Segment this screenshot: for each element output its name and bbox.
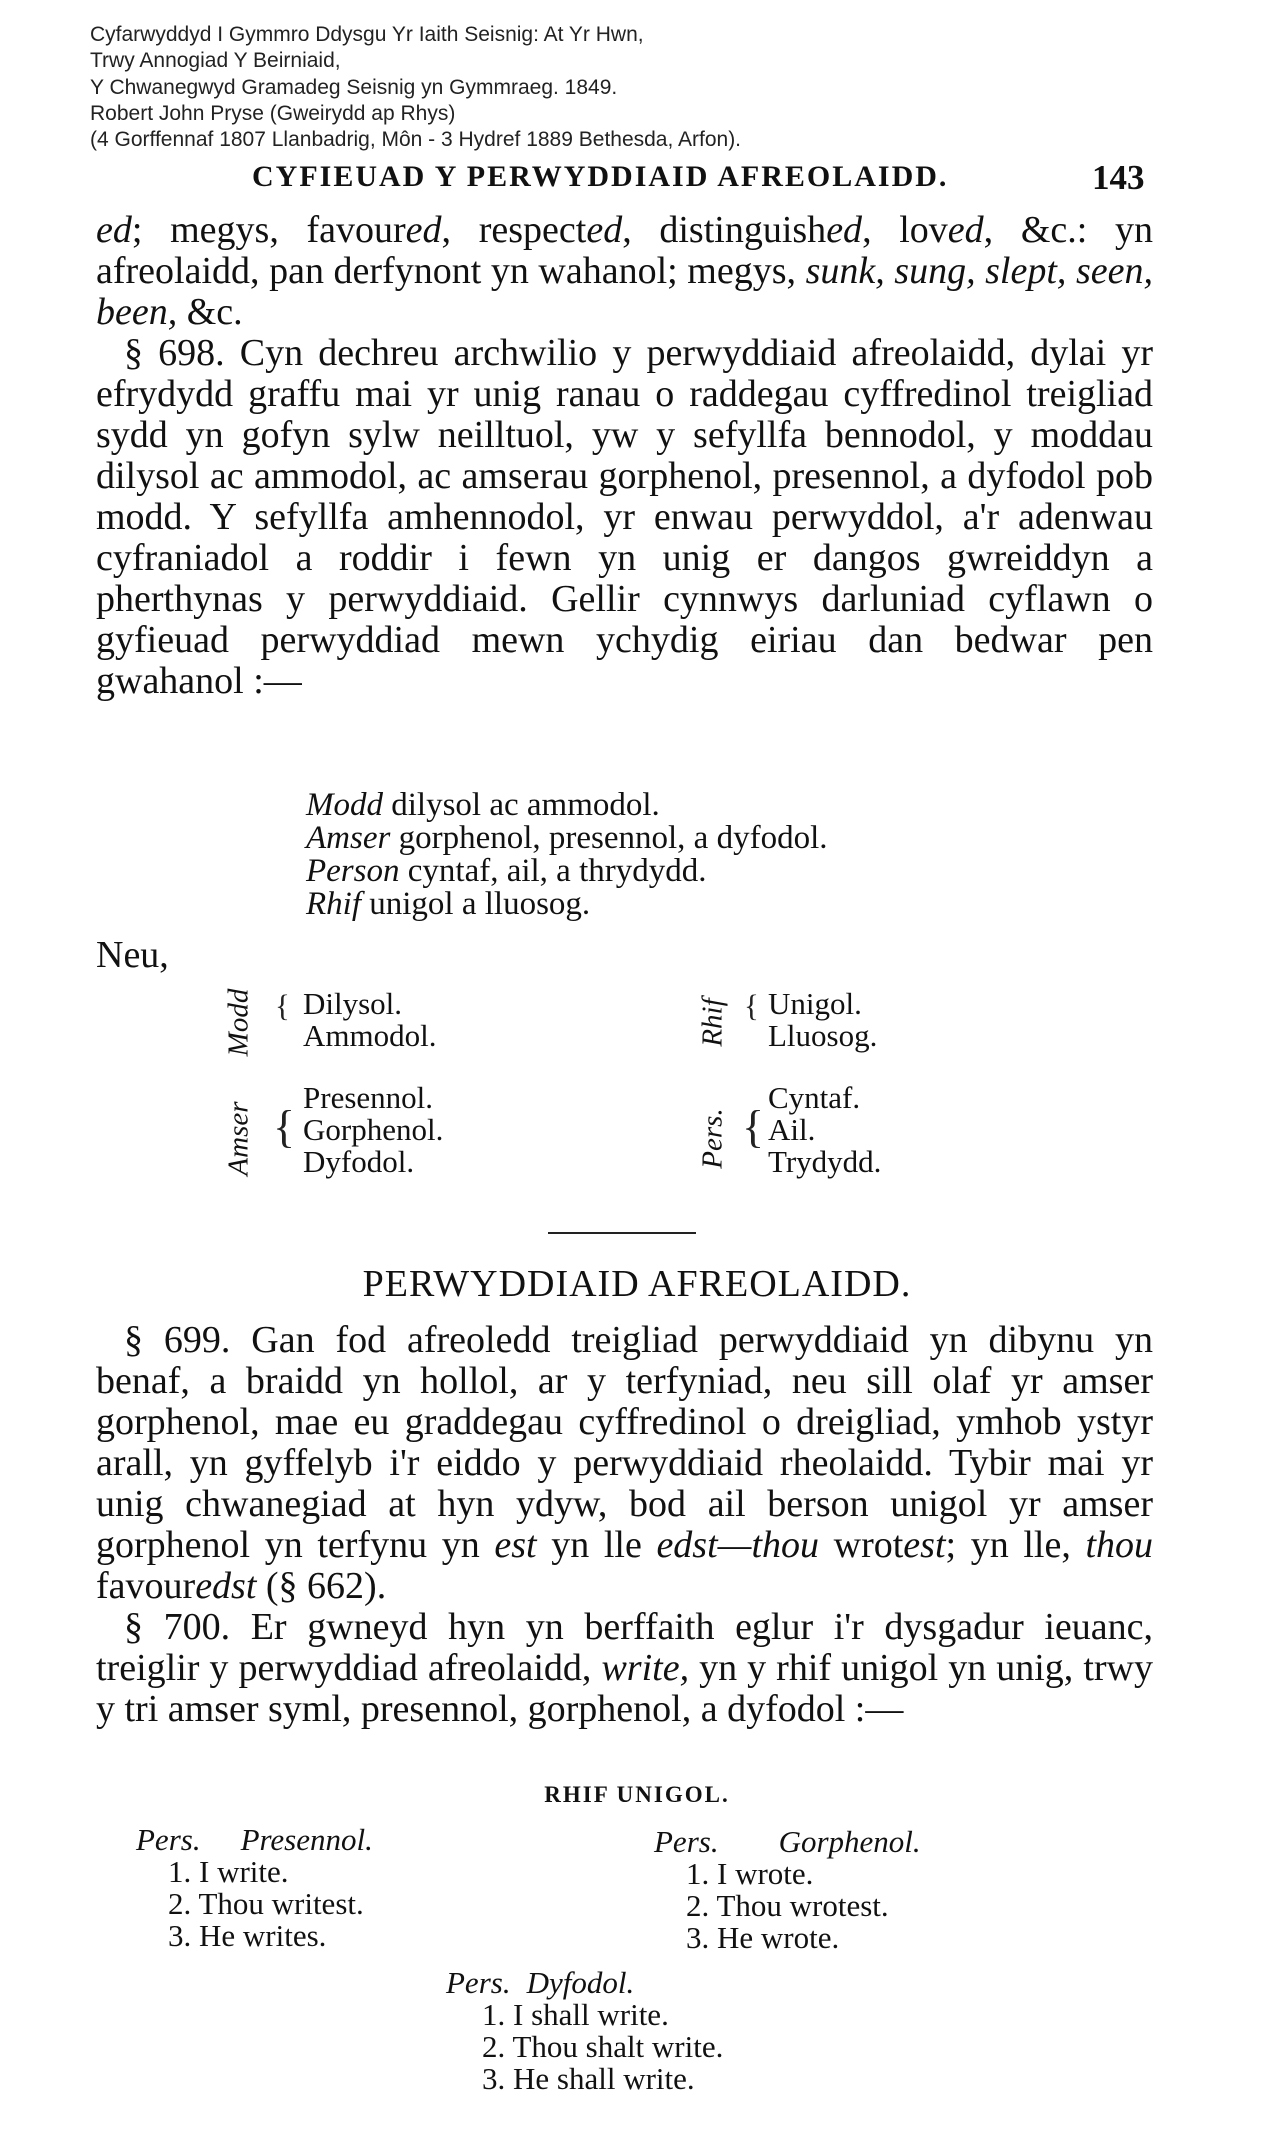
table-header: Pers. Dyfodol.	[446, 1965, 635, 2000]
list-item: Dyfodol.	[303, 1144, 415, 1179]
rotated-label-pers: Pers.	[696, 1108, 729, 1169]
summary-item: Amser gorphenol, presennol, a dyfodol.	[306, 820, 828, 856]
table-row: 3. He shall write.	[482, 2061, 695, 2096]
table-header: Pers. Gorphenol.	[654, 1824, 921, 1859]
list-item: Cyntaf.	[768, 1080, 861, 1115]
summary-item: Person cyntaf, ail, a thrydydd.	[306, 853, 707, 889]
table-header: Pers. Presennol.	[136, 1822, 373, 1857]
rhif-unigol-heading: RHIF UNIGOL.	[544, 1782, 730, 1807]
summary-item: Modd dilysol ac ammodol.	[306, 787, 660, 823]
text-block-2	[96, 1320, 1153, 1730]
modd-list	[303, 988, 436, 1052]
table-row: 1. I shall write.	[482, 1997, 669, 2032]
paragraph-698: § 698. Cyn dechreu archwilio y perwyddiaid afreolaidd, dylai yr efrydydd graffu mai yr unig ranau o raddegau cyffredinol treigliad sydd yn gofyn sylw neilltuol, yw y sefyllfa bennodol, y moddau dilysol ac ammodol, ac amserau gorphenol, presennol, a dyfodol pob modd. Y sefyllfa amhennodol, yr enwau perwyddol, a'r adenwau cyfraniadol a roddir i fewn yn unig er dangos gwreiddyn a pherthynas y perwyddiaid. Gellir cynnwys darluniad cyflawn o gyfieuad perwyddiad mewn ychydig eiriau dan bedwar pen gwahanol :—	[96, 332, 1153, 702]
page-number: 143	[1092, 158, 1145, 197]
table-row: 2. Thou shalt write.	[482, 2029, 724, 2064]
header-line-4: Robert John Pryse (Gweirydd ap Rhys)	[90, 102, 456, 125]
section-heading: PERWYDDIAID AFREOLAIDD.	[362, 1263, 912, 1305]
header-line-2: Trwy Annogiad Y Beirniaid,	[90, 49, 341, 72]
table-row: 1. I write.	[168, 1854, 289, 1889]
running-head: CYFIEUAD Y PERWYDDIAID AFREOLAIDD.	[252, 160, 949, 193]
text-block-1	[96, 210, 1153, 702]
dyfodol-table	[446, 1967, 723, 2095]
summary-list	[306, 789, 827, 921]
brace-icon: {	[742, 1101, 765, 1152]
summary-item: Rhif unigol a lluosog.	[306, 886, 591, 922]
list-item: Ammodol.	[303, 1018, 437, 1053]
list-item: Lluosog.	[768, 1018, 878, 1053]
list-item: Presennol.	[303, 1080, 434, 1115]
rhif-list	[768, 988, 877, 1052]
table-row: 1. I wrote.	[686, 1856, 814, 1891]
table-row: 3. He writes.	[168, 1918, 327, 1953]
rotated-label-modd: Modd	[222, 988, 255, 1057]
rotated-label-amser: Amser	[222, 1101, 255, 1176]
list-item: Gorphenol.	[303, 1112, 444, 1147]
header-line-1: Cyfarwyddyd I Gymmro Ddysgu Yr Iaith Seisnig: At Yr Hwn,	[90, 23, 644, 46]
list-item: Dilysol.	[303, 986, 403, 1021]
section-divider	[548, 1232, 696, 1234]
brace-icon: {	[273, 1101, 296, 1152]
paragraph-continuation: ed; megys, favoured, respected, distinguished, loved, &c.: yn afreolaidd, pan derfynont yn wahanol; megys, sunk, sung, slept, seen, been, &c.	[96, 209, 1154, 333]
paragraph-700: § 700. Er gwneyd hyn yn berffaith eglur i'r dysgadur ieuanc, treiglir y perwyddiad afreolaidd, write, yn y rhif unigol yn unig, trwy y tri amser syml, presennol, gorphenol, a dyfodol :—	[96, 1606, 1153, 1730]
list-item: Unigol.	[768, 986, 862, 1021]
list-item: Ail.	[768, 1112, 816, 1147]
table-row: 2. Thou wrotest.	[686, 1888, 889, 1923]
table-row: 2. Thou writest.	[168, 1886, 364, 1921]
gorphenol-table	[654, 1826, 921, 1954]
neu-label: Neu,	[96, 934, 169, 976]
header-line-3: Y Chwanegwyd Gramadeg Seisnig yn Gymmraeg. 1849.	[90, 76, 618, 99]
amser-list	[303, 1082, 443, 1178]
brace-icon: {	[744, 988, 759, 1023]
paragraph-699: § 699. Gan fod afreoledd treigliad perwyddiaid yn dibynu yn benaf, a braidd yn hollol, ar y terfyniad, neu sill olaf yr amser gorphenol, mae eu graddegau cyffredinol o dreigliad, ymhob ystyr arall, yn gyffelyb i'r eiddo y perwyddiaid rheolaidd. Tybir mai yr unig chwanegiad at hyn ydyw, bod ail berson unigol yr amser gorphenol yn terfynu yn est yn lle edst—thou wrotest; yn lle, thou favouredst (§ 662).	[96, 1319, 1154, 1607]
brace-icon: {	[275, 988, 290, 1023]
rotated-label-rhif: Rhif	[696, 998, 729, 1047]
list-item: Trydydd.	[768, 1144, 882, 1179]
presennol-table	[136, 1824, 373, 1952]
pers-list	[768, 1082, 881, 1178]
table-row: 3. He wrote.	[686, 1920, 840, 1955]
header-line-5: (4 Gorffennaf 1807 Llanbadrig, Môn - 3 Hydref 1889 Bethesda, Arfon).	[90, 128, 742, 151]
